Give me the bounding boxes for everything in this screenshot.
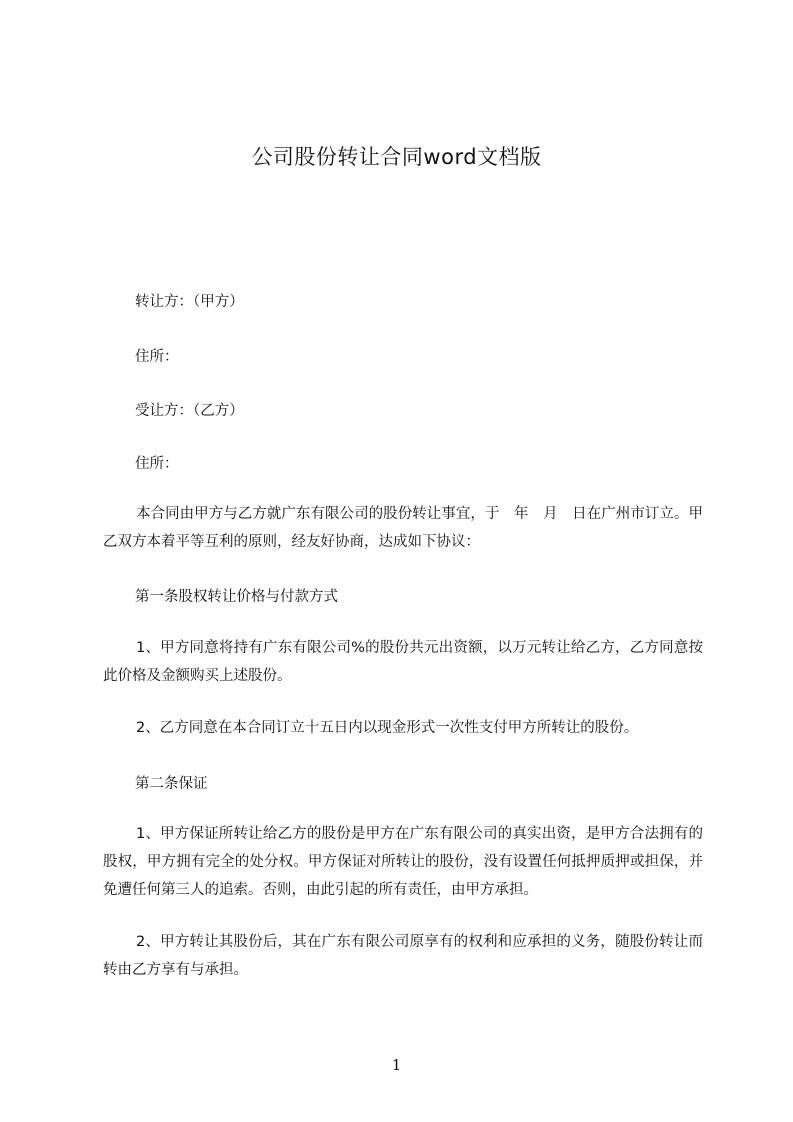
article2-heading: 第二条保证 [135, 776, 208, 792]
transferee-address-line: 住所： [135, 456, 179, 472]
article1-item2-paragraph [103, 714, 703, 742]
page-number: 1 [391, 1056, 402, 1074]
article1-item1-text: 1、甲方同意将持有广东有限公司%的股份共元出资额，以万元转让给乙方，乙方同意按此价格及金额购买上述股份。 [103, 640, 703, 684]
document-title: 公司股份转让合同word文档版 [251, 145, 542, 169]
transferor-address-line: 住所： [135, 349, 179, 365]
intro-paragraph [103, 500, 703, 556]
article2-item2-paragraph [103, 928, 703, 984]
article1-heading: 第一条股权转让价格与付款方式 [135, 589, 338, 605]
transferor-line: 转让方：（甲方） [135, 294, 244, 310]
article2-item2-text: 2、甲方转让其股份后，其在广东有限公司原享有的权利和应承担的义务，随股份转让而转由乙方享有与承担。 [103, 934, 703, 978]
article2-item1-text: 1、甲方保证所转让给乙方的股份是甲方在广东有限公司的真实出资，是甲方合法拥有的股权，甲方拥有完全的处分权。甲方保证对所转让的股份，没有设置任何抵押质押或担保，并免遭任何第三人的追索。否则，由此引起的所有责任，由甲方承担。 [103, 826, 703, 898]
transferee-line: 受让方：（乙方） [135, 403, 244, 419]
article2-item1-paragraph [103, 820, 703, 904]
intro-text: 本合同由甲方与乙方就广东有限公司的股份转让事宜，于 年 月 日在广州市订立。甲乙双方本着平等互利的原则，经友好协商，达成如下协议： [103, 506, 703, 550]
article1-item1-paragraph [103, 634, 703, 690]
article1-item2-text: 2、乙方同意在本合同订立十五日内以现金形式一次性支付甲方所转让的股份。 [136, 720, 639, 736]
